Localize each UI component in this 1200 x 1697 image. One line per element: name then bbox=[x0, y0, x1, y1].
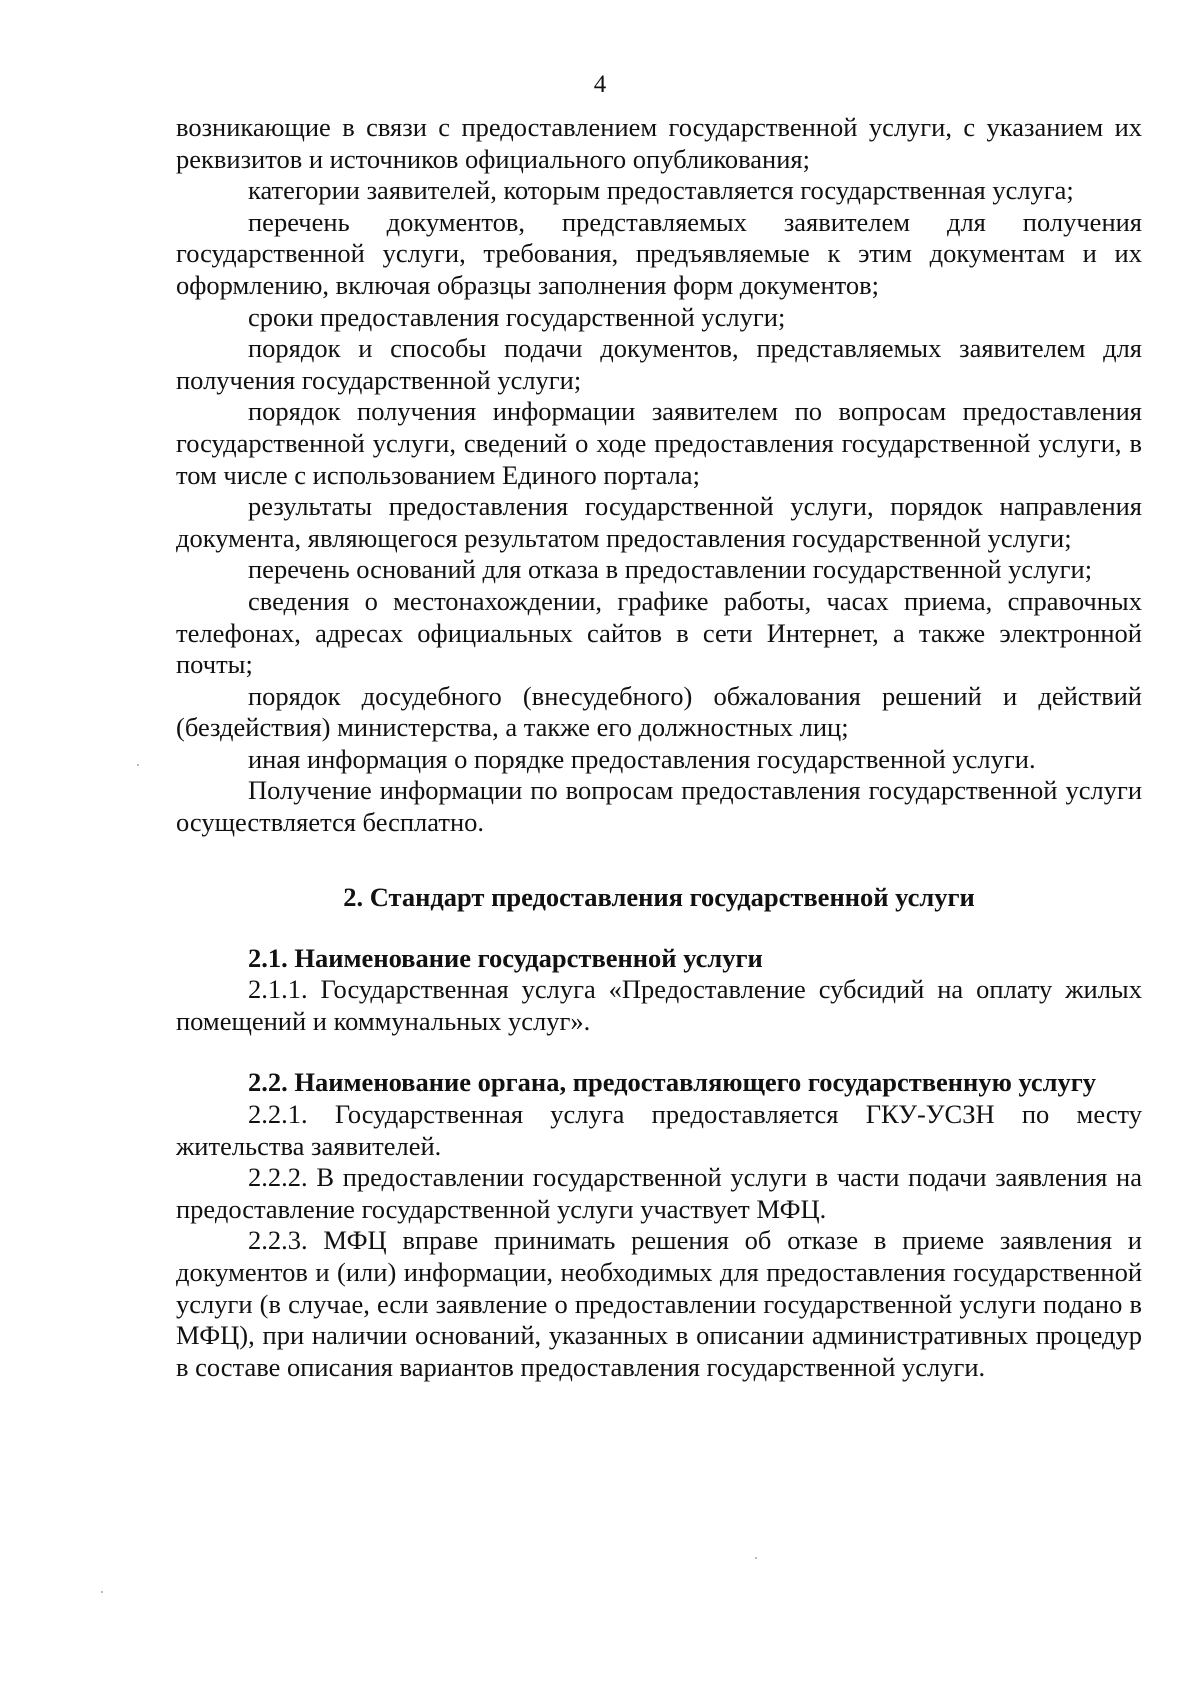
subsection-title: 2.1. Наименование государственной услуги bbox=[248, 942, 763, 973]
paragraph: результаты предоставления государственной услуги, порядок направления документа, являющегося результатом предоставления государственной услуги; bbox=[176, 491, 1142, 553]
paragraph: сведения о местонахождении, графике работы, часах приема, справочных телефонах, адресах официальных сайтов в сети Интернет, а также электронной почты; bbox=[176, 585, 1142, 680]
scan-speck bbox=[755, 1557, 757, 1559]
paragraph: порядок досудебного (внесудебного) обжалования решений и действий (бездействия) министерства, а также его должностных лиц; bbox=[176, 680, 1142, 743]
paragraph: 2.1.1. Государственная услуга «Предоставление субсидий на оплату жилых помещений и коммунальных услуг». bbox=[176, 974, 1142, 1036]
paragraph: возникающие в связи с предоставлением государственной услуги, с указанием их реквизитов и источников официального опубликования; bbox=[176, 112, 1142, 174]
paragraph: перечень документов, представляемых заявителем для получения государственной услуги, требования, предъявляемые к этим документам и их оформлению, включая образцы заполнения форм документов; bbox=[176, 206, 1142, 300]
page-number: 4 bbox=[593, 71, 607, 98]
paragraph: перечень оснований для отказа в предоставлении государственной услуги; bbox=[248, 554, 1093, 585]
paragraph: порядок и способы подачи документов, представляемых заявителем для получения государственной услуги; bbox=[176, 333, 1142, 395]
section-title: 2. Стандарт предоставления государственной услуги bbox=[343, 881, 975, 912]
paragraph: 2.2.1. Государственная услуга предоставляется ГКУ-УСЗН по месту жительства заявителей. bbox=[176, 1099, 1142, 1161]
subsection-title: 2.2. Наименование органа, предоставляющего государственную услугу bbox=[248, 1067, 1097, 1098]
paragraph: Получение информации по вопросам предоставления государственной услуги осуществляется бесплатно. bbox=[176, 775, 1142, 838]
paragraph: порядок получения информации заявителем по вопросам предоставления государственной услуги, сведений о ходе предоставления государственной услуги, в том числе с использованием Единого портала; bbox=[176, 396, 1142, 490]
scan-speck bbox=[137, 764, 139, 766]
document-body bbox=[176, 112, 1142, 1383]
paragraph: 2.2.2. В предоставлении государственной услуги в части подачи заявления на предоставление государственной услуги участвует МФЦ. bbox=[176, 1162, 1142, 1224]
scan-speck bbox=[101, 1591, 103, 1593]
paragraph: иная информация о порядке предоставления государственной услуги. bbox=[248, 743, 1036, 774]
paragraph: 2.2.3. МФЦ вправе принимать решения об отказе в приеме заявления и документов и (или) информации, необходимых для предоставления государственной услуги (в случае, если заявление о предоставлении государственной услуги подано в МФЦ), при наличии оснований, указанных в описании административных процедур в составе описания вариантов предоставления государственной услуги. bbox=[176, 1225, 1142, 1382]
paragraph: категории заявителей, которым предоставляется государственная услуга; bbox=[248, 175, 1074, 206]
paragraph: сроки предоставления государственной услуги; bbox=[248, 301, 786, 332]
